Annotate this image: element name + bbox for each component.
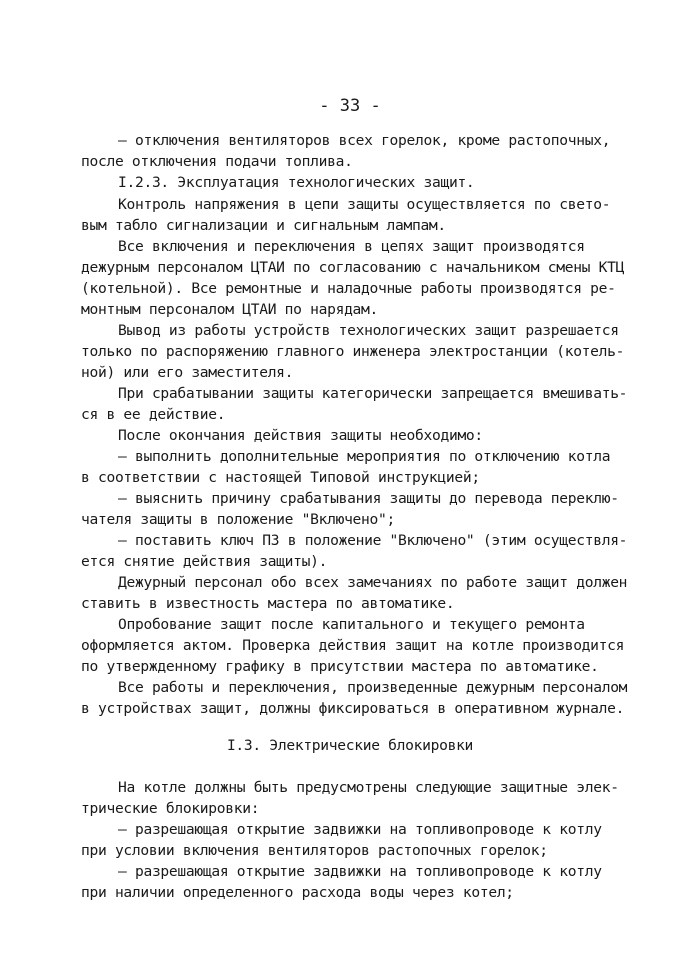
text-line: монтным персоналом ЦТАИ по нарядам. <box>81 301 379 318</box>
list-item: – поставить ключ ПЗ в положение "Включено" (этим осуществля- <box>118 532 628 549</box>
text-line: Все включения и переключения в цепях защит производятся <box>118 238 585 255</box>
text-line: ставить в известность мастера по автоматике. <box>81 595 455 612</box>
text-line: После окончания действия защиты необходимо: <box>118 427 483 444</box>
text-line: ся в ее действие. <box>81 406 226 423</box>
text-line: при наличии определенного расхода воды через котел; <box>81 884 514 901</box>
text-line: после отключения подачи топлива. <box>81 153 353 170</box>
text-line: трические блокировки: <box>81 800 260 817</box>
text-line: Дежурный персонал обо всех замечаниях по работе защит должен <box>118 574 628 591</box>
text-line: по утвержденному графику в присутствии мастера по автоматике. <box>81 658 599 675</box>
list-item: – разрешающая открытие задвижки на топливопроводе к котлу <box>118 863 602 880</box>
text-line: оформляется актом. Проверка действия защит на котле производится <box>81 637 625 654</box>
text-line: (котельной). Все ремонтные и наладочные работы производятся ре- <box>81 280 616 297</box>
list-item: – выполнить дополнительные мероприятия по отключению котла <box>118 448 611 465</box>
section-heading: I.3. Электрические блокировки <box>226 737 474 754</box>
text-line: вым табло сигнализации и сигнальным лампам. <box>81 217 446 234</box>
text-line: Все работы и переключения, произведенные дежурным персоналом <box>118 679 628 696</box>
text-line: при условии включения вентиляторов растопочных горелок; <box>81 842 548 859</box>
text-line: дежурным персоналом ЦТАИ по согласованию с начальником смены КТЦ <box>81 259 625 276</box>
text-line: чателя защиты в положение "Включено"; <box>81 511 395 528</box>
section-subheading: I.2.3. Эксплуатация технологических защит. <box>118 174 475 191</box>
text-line: – отключения вентиляторов всех горелок, кроме растопочных, <box>118 132 611 149</box>
text-line: Опробование защит после капитального и текущего ремонта <box>118 616 585 633</box>
text-line: На котле должны быть предусмотрены следующие защитные элек- <box>118 779 619 796</box>
text-line: только по распоряжению главного инженера электростанции (котель- <box>81 343 625 360</box>
text-line: При срабатывании защиты категорически запрещается вмешивать- <box>118 385 628 402</box>
text-line: Вывод из работы устройств технологических защит разрешается <box>118 322 619 339</box>
text-line: Контроль напряжения в цепи защиты осуществляется по свето- <box>118 196 611 213</box>
list-item: – разрешающая открытие задвижки на топливопроводе к котлу <box>118 821 602 838</box>
text-line: ной) или его заместителя. <box>81 364 294 381</box>
text-line: в устройствах защит, должны фиксироваться в оперативном журнале. <box>81 700 625 717</box>
page-number: - 33 - <box>319 96 381 116</box>
text-line: ется снятие действия защиты). <box>81 553 328 570</box>
text-line: в соответствии с настоящей Типовой инструкцией; <box>81 469 480 486</box>
list-item: – выяснить причину срабатывания защиты до перевода переклю- <box>118 490 619 507</box>
